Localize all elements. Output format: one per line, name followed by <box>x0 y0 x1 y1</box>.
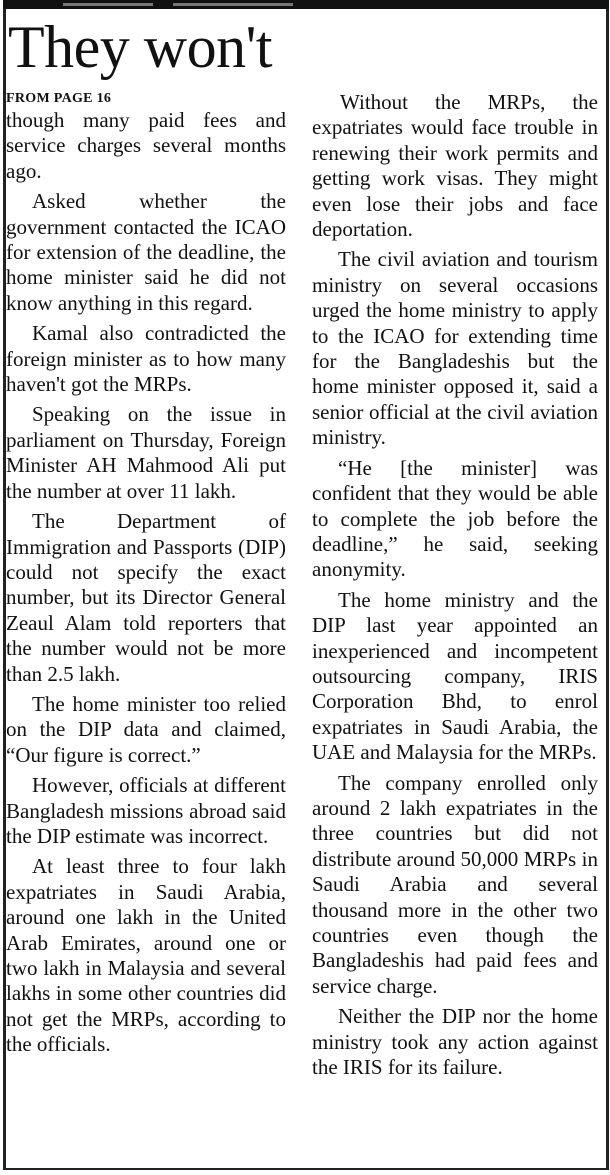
top-rule <box>3 0 609 9</box>
paragraph: Speaking on the issue in parliament on Thursday, Foreign Minister AH Mahmood Ali put the number at over 11 lakh. <box>6 402 286 503</box>
paragraph: The home ministry and the DIP last year appointed an inexperienced and incompetent outsourcing company, IRIS Corporation Bhd, to enrol expatriates in Saudi Arabia, the UAE and Malaysia for the MRPs. <box>312 587 598 765</box>
paragraph: Neither the DIP nor the home ministry took any action against the IRIS for its failure. <box>312 1004 598 1080</box>
top-rule-mark <box>63 3 153 6</box>
right-column <box>312 90 598 1080</box>
headline: They won't <box>8 14 273 80</box>
paragraph: However, officials at different Bangladesh missions abroad said the DIP estimate was incorrect. <box>6 773 286 848</box>
paragraph: though many paid fees and service charges several months ago. <box>6 108 286 183</box>
left-column <box>6 90 286 1058</box>
paragraph: The civil aviation and tourism ministry on several occasions urged the home ministry to apply to the ICAO for extending time for the Bangladeshis but the home minister opposed it, said a senior official at the civil aviation ministry. <box>312 247 598 450</box>
top-rule-mark <box>173 3 293 6</box>
paragraph: Asked whether the government contacted the ICAO for extension of the deadline, the home minister said he did not know anything in this regard. <box>6 189 286 315</box>
paragraph: Without the MRPs, the expatriates would face trouble in renewing their work permits and getting work visas. They might even lose their jobs and face deportation. <box>312 90 598 242</box>
paragraph: The Department of Immigration and Passports (DIP) could not specify the exact number, but its Director General Zeaul Alam told reporters that the number would not be more than 2.5 lakh. <box>6 509 286 686</box>
paragraph: “He [the minister] was confident that they would be able to complete the job before the deadline,” he said, seeking anonymity. <box>312 455 598 582</box>
paragraph: At least three to four lakh expatriates in Saudi Arabia, around one lakh in the United Arab Emirates, around one or two lakh in Malaysia and several lakhs in some other countries did not get the MRPs, according to the officials. <box>6 854 286 1057</box>
paragraph: The company enrolled only around 2 lakh expatriates in the three countries but did not distribute around 50,000 MRPs in Saudi Arabia and several thousand more in the other two countries even though the Bangladeshis had paid fees and service charge. <box>312 770 598 998</box>
paragraph: The home minister too relied on the DIP data and claimed, “Our figure is correct.” <box>6 691 286 767</box>
jump-line: FROM PAGE 16 <box>6 91 112 106</box>
paragraph: Kamal also contradicted the foreign minister as to how many haven't got the MRPs. <box>6 321 286 397</box>
